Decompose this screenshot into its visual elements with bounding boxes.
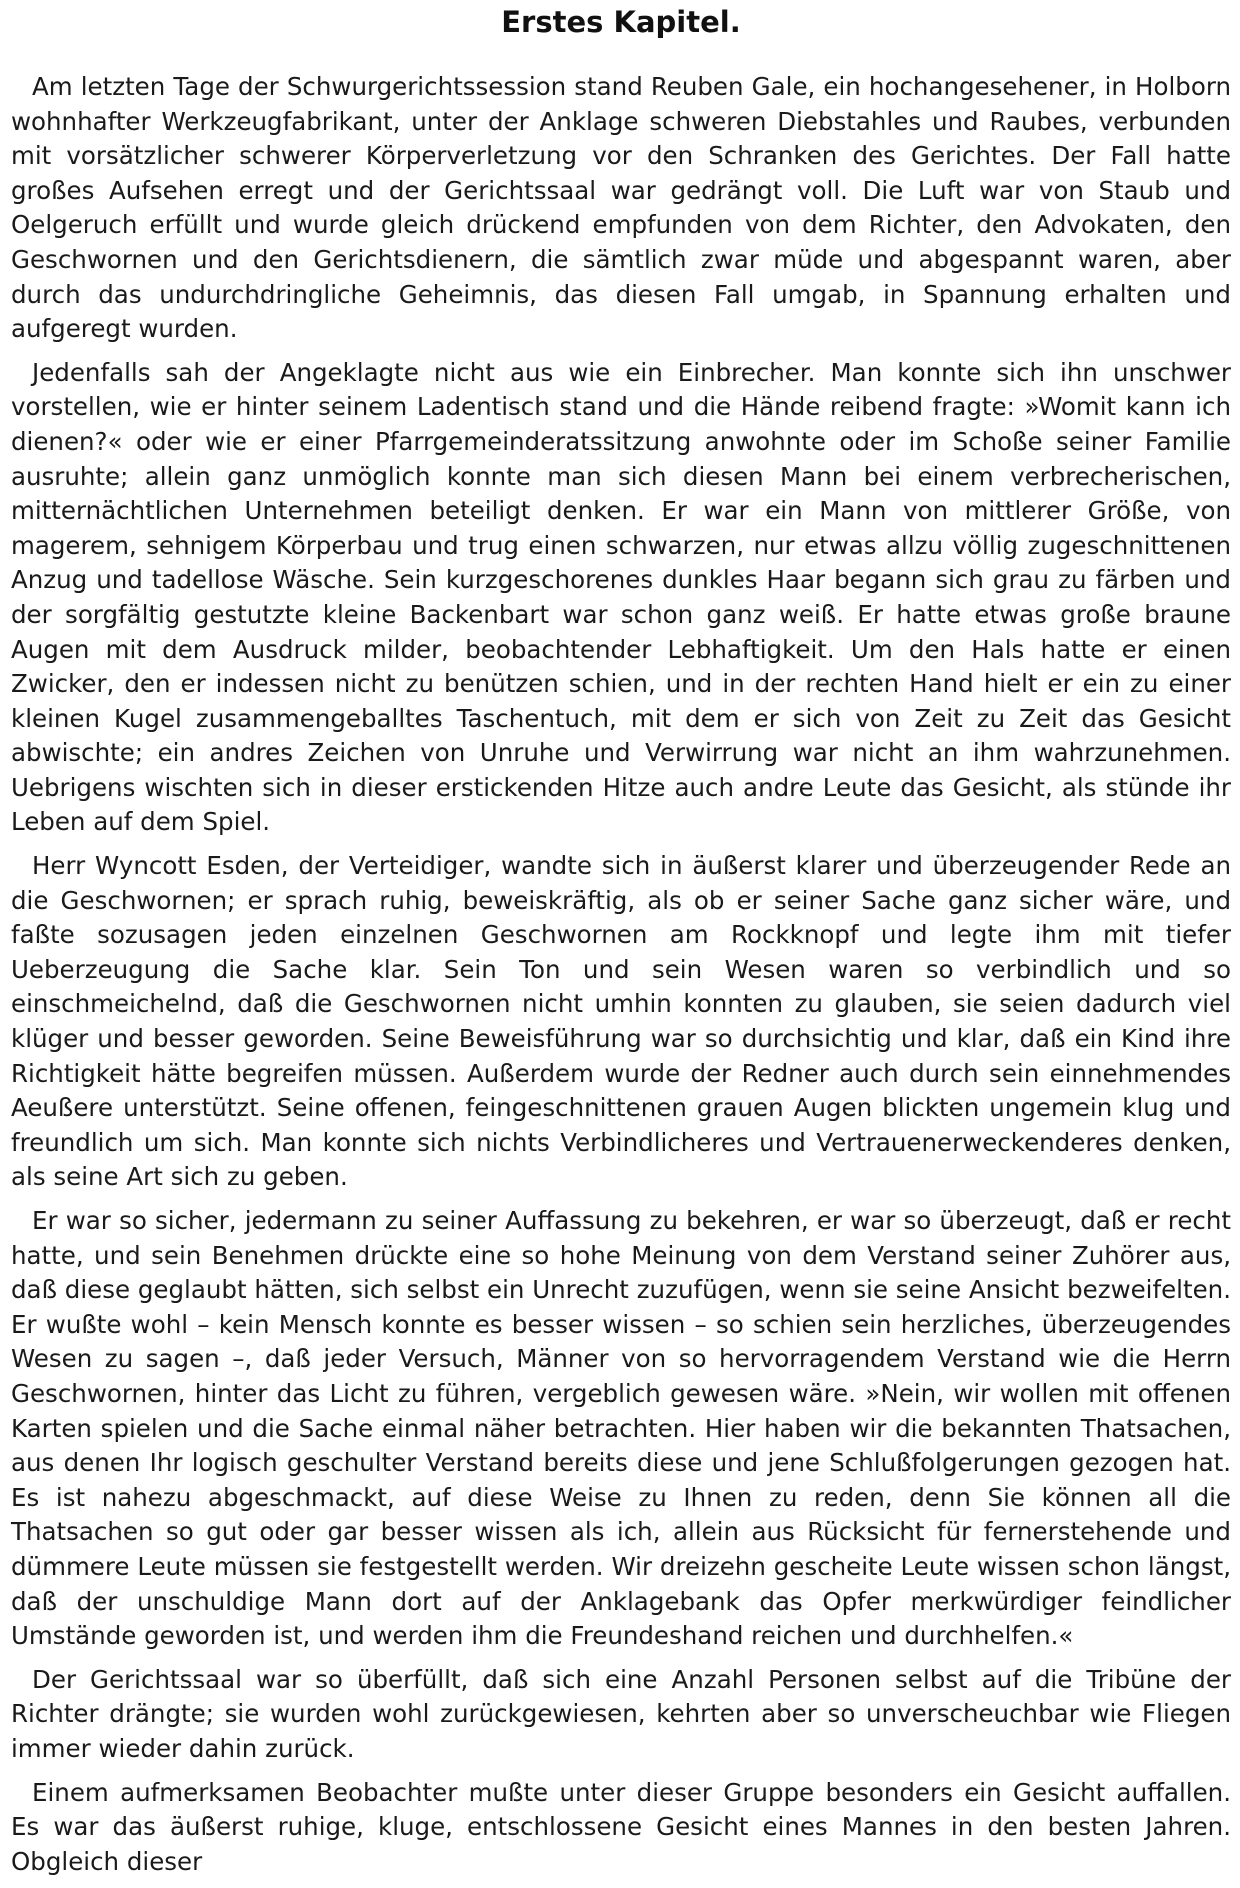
- paragraph: Herr Wyncott Esden, der Verteidiger, wandte sich in äußerst klarer und überzeugender Rede an die Geschwornen; er sprach ruhig, beweiskräftig, als ob er seiner Sache ganz sicher wäre, und faßte sozusagen jeden einzelnen Geschwornen am Rockknopf und legte ihm mit tiefer Ueberzeugung die Sache klar. Sein Ton und sein Wesen waren so verbindlich und so einschmeichelnd, daß die Geschwornen nicht umhin konnten zu glauben, sie seien dadurch viel klüger und besser geworden. Seine Beweisführung war so durchsichtig und klar, daß ein Kind ihre Richtigkeit hätte begreifen müssen. Außerdem wurde der Redner auch durch sein einnehmendes Aeußere unterstützt. Seine offenen, feingeschnittenen grauen Augen blickten ungemein klug und freundlich um sich. Man konnte sich nichts Verbindlicheres und Vertrauenerweckenderes denken, als seine Art sich zu geben.: [11, 851, 1231, 1192]
- paragraph: Am letzten Tage der Schwurgerichtssession stand Reuben Gale, ein hochangesehener, in Holborn wohnhafter Werkzeugfabrikant, unter der Anklage schweren Diebstahles und Raubes, verbunden mit vorsätzlicher schwerer Körperverletzung vor den Schranken des Gerichtes. Der Fall hatte großes Aufsehen erregt und der Gerichtssaal war gedrängt voll. Die Luft war von Staub und Oelgeruch erfüllt und wurde gleich drückend empfunden von dem Richter, den Advokaten, den Geschwornen und den Gerichtsdienern, die sämtlich zwar müde und abgespannt waren, aber durch das undurchdringliche Geheimnis, das diesen Fall umgab, in Spannung erhalten und aufgeregt wurden.: [11, 72, 1231, 344]
- paragraph: Er war so sicher, jedermann zu seiner Auffassung zu bekehren, er war so überzeugt, daß er recht hatte, und sein Benehmen drückte eine so hohe Meinung von dem Verstand seiner Zuhörer aus, daß diese geglaubt hätten, sich selbst ein Unrecht zuzufügen, wenn sie seine Ansicht bezweifelten. Er wußte wohl – kein Mensch konnte es besser wissen – so schien sein herzliches, überzeugendes Wesen zu sagen –, daß jeder Versuch, Männer von so hervorragendem Verstand wie die Herrn Geschwornen, hinter das Licht zu führen, vergeblich gewesen wäre. »Nein, wir wollen mit offenen Karten spielen und die Sache einmal näher betrachten. Hier haben wir die bekannten Thatsachen, aus denen Ihr logisch geschulter Verstand bereits diese und jene Schlußfolgerungen gezogen hat. Es ist nahezu abgeschmackt, auf diese Weise zu Ihnen zu reden, denn Sie können all die Thatsachen so gut oder gar besser wissen als ich, allein aus Rücksicht für fernerstehende und dümmere Leute müssen sie festgestellt werden. Wir dreizehn gescheite Leute wissen schon längst, daß der unschuldige Mann dort auf der Anklagebank das Opfer merkwürdiger feindlicher Umstände geworden ist, und werden ihm die Freundeshand reichen und durchhelfen.«: [11, 1206, 1231, 1651]
- paragraph: Einem aufmerksamen Beobachter mußte unter dieser Gruppe besonders ein Gesicht auffallen. Es war das äußerst ruhige, kluge, entschlossene Gesicht eines Mannes in den besten Jahren. Obgleich dieser: [11, 1777, 1231, 1876]
- chapter-title: Erstes Kapitel.: [501, 5, 741, 39]
- paragraph: Jedenfalls sah der Angeklagte nicht aus wie ein Einbrecher. Man konnte sich ihn unschwer vorstellen, wie er hinter seinem Ladentisch stand und die Hände reibend fragte: »Womit kann ich dienen?« oder wie er einer Pfarrgemeinderatssitzung anwohnte oder im Schoße seiner Familie ausruhte; allein ganz unmöglich konnte man sich diesen Mann bei einem verbrecherischen, mitternächtlichen Unternehmen beteiligt denken. Er war ein Mann von mittlerer Größe, von magerem, sehnigem Körperbau und trug einen schwarzen, nur etwas allzu völlig zugeschnittenen Anzug und tadellose Wäsche. Sein kurzgeschorenes dunkles Haar begann sich grau zu färben und der sorgfältig gestutzte kleine Backenbart war schon ganz weiß. Er hatte etwas große braune Augen mit dem Ausdruck milder, beobachtender Lebhaftigkeit. Um den Hals hatte er einen Zwicker, den er indessen nicht zu benützen schien, und in der rechten Hand hielt er ein zu einer kleinen Kugel zusammengeballtes Taschentuch, mit dem er sich von Zeit zu Zeit das Gesicht abwischte; ein andres Zeichen von Unruhe und Verwirrung war nicht an ihm wahrzunehmen. Uebrigens wischten sich in dieser erstickenden Hitze auch andre Leute das Gesicht, als stünde ihr Leben auf dem Spiel.: [11, 357, 1231, 837]
- body-text: [11, 70, 1231, 1879]
- document-page: [11, 0, 1231, 1888]
- paragraph: Der Gerichtssaal war so überfüllt, daß sich eine Anzahl Personen selbst auf die Tribüne der Richter drängte; sie wurden wohl zurückgewiesen, kehrten aber so unverscheuchbar wie Fliegen immer wieder dahin zurück.: [11, 1664, 1231, 1763]
